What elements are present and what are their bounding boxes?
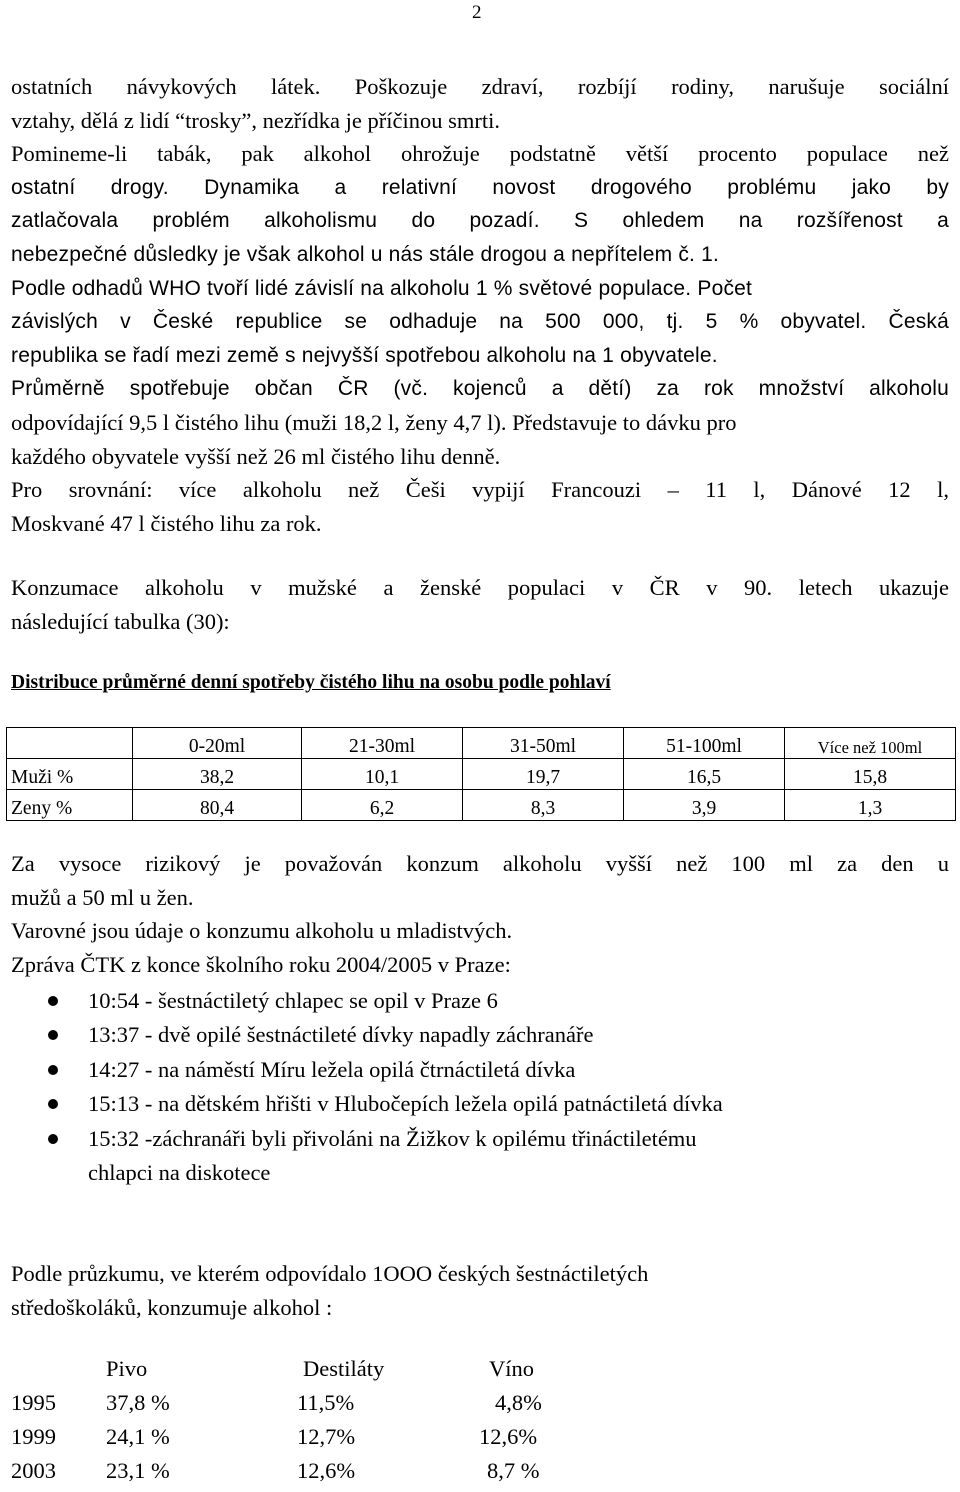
survey-cell: 8,7 %	[487, 1458, 540, 1483]
table-cell: 16,5	[624, 759, 785, 790]
bullet-icon	[48, 1030, 58, 1040]
survey-cell: 4,8%	[495, 1390, 542, 1415]
table-cell	[7, 728, 133, 759]
table-row	[7, 759, 956, 790]
bullet-icon	[48, 996, 58, 1006]
text-line: Varovné jsou údaje o konzumu alkoholu u mladistvých.	[11, 918, 513, 944]
text-line: Pro srovnání: více alkoholu než Češi vypijí Francouzi – 11 l, Dánové 12 l,	[11, 477, 949, 503]
survey-year: 1999	[11, 1424, 56, 1449]
table-cell: 38,2	[133, 759, 302, 790]
table-cell: 51-100ml	[624, 728, 785, 759]
survey-cell: 37,8 %	[106, 1390, 170, 1415]
page-number: 2	[472, 2, 482, 23]
list-item	[48, 1087, 928, 1121]
text-line: Zpráva ČTK z konce školního roku 2004/2005 v Praze:	[11, 951, 511, 977]
bullet-icon	[48, 1065, 58, 1075]
survey-cell: 12,6%	[297, 1458, 356, 1483]
list-item	[48, 984, 928, 1018]
row-label: Muži %	[7, 759, 133, 790]
survey-header: Destiláty	[303, 1356, 385, 1381]
text-line: vztahy, dělá z lidí “trosky”, nezřídka je příčinou smrti.	[11, 107, 501, 133]
table-cell: 1,3	[785, 790, 956, 821]
list-item	[48, 1122, 928, 1191]
table-cell: Více než 100ml	[785, 728, 956, 759]
table-cell: 10,1	[302, 759, 463, 790]
table-row	[7, 790, 956, 821]
text-line: Průměrně spotřebuje občan ČR (vč. kojenců a dětí) za rok množství alkoholu	[11, 377, 949, 401]
survey-cell: 11,5%	[297, 1390, 355, 1415]
table-cell: 8,3	[463, 790, 624, 821]
text-line: Podle odhadů WHO tvoří lidé závislí na alkoholu 1 % světové populace. Počet	[11, 276, 753, 300]
list-item-text: 15:32 -záchranáři byli přivoláni na Žižkov k opilému třináctiletému	[88, 1125, 697, 1151]
list-item-text: 10:54 - šestnáctiletý chlapec se opil v Praze 6	[88, 988, 498, 1013]
table-cell: 80,4	[133, 790, 302, 821]
text-line: Konzumace alkoholu v mužské a ženské populaci v ČR v 90. letech ukazuje	[11, 575, 949, 600]
list-item-text: 13:37 - dvě opilé šestnáctileté dívky napadly záchranáře	[88, 1022, 594, 1048]
list-item-text: 15:13 - na dětském hřišti v Hlubočepích ležela opilá patnáctiletá dívka	[88, 1091, 723, 1117]
table-intro-paragraph	[11, 571, 949, 638]
text-line: odpovídající 9,5 l čistého lihu (muži 18,2 l, ženy 4,7 l). Představuje to dávku pro	[11, 409, 737, 435]
text-line: ostatní drogy. Dynamika a relativní novost drogového problému jako by	[11, 175, 949, 199]
event-list	[48, 984, 928, 1190]
survey-cell: 23,1 %	[106, 1458, 170, 1483]
bullet-icon	[48, 1134, 58, 1144]
table-cell: 3,9	[624, 790, 785, 821]
text-line: následující tabulka (30):	[11, 608, 230, 634]
list-item-text: chlapci na diskotece	[88, 1160, 271, 1186]
list-item	[48, 1018, 928, 1052]
text-line: závislých v České republice se odhaduje na 500 000, tj. 5 % obyvatel. Česká	[11, 310, 949, 334]
consumption-table	[6, 727, 956, 821]
text-line: Moskvané 47 l čistého lihu za rok.	[11, 510, 322, 536]
text-line: Pomineme-li tabák, pak alkohol ohrožuje podstatně větší procento populace než	[11, 141, 949, 167]
table-cell: 21-30ml	[302, 728, 463, 759]
table-cell: 0-20ml	[133, 728, 302, 759]
row-label: Zeny %	[7, 790, 133, 821]
text-line: nebezpečné důsledky je však alkohol u nás stále drogou a nepřítelem č. 1.	[11, 242, 720, 266]
table-cell: 6,2	[302, 790, 463, 821]
table-cell: 15,8	[785, 759, 956, 790]
risk-paragraph	[11, 847, 949, 981]
intro-paragraph	[11, 70, 949, 540]
survey-cell: 12,6%	[479, 1424, 538, 1449]
text-line: každého obyvatele vyšší než 26 ml čistého lihu denně.	[11, 443, 501, 469]
text-line: republika se řadí mezi země s nejvyšší spotřebou alkoholu na 1 obyvatele.	[11, 343, 718, 367]
table-cell: 31-50ml	[463, 728, 624, 759]
table-cell: 19,7	[463, 759, 624, 790]
text-line: ostatních návykových látek. Poškozuje zdraví, rozbíjí rodiny, narušuje sociální	[11, 74, 949, 99]
survey-cell: 24,1 %	[106, 1424, 170, 1449]
text-line: mužů a 50 ml u žen.	[11, 884, 194, 910]
survey-cell: 12,7%	[297, 1424, 356, 1449]
survey-year: 2003	[11, 1458, 56, 1483]
text-line: zatlačovala problém alkoholismu do pozadí. S ohledem na rozšířenost a	[11, 209, 949, 233]
survey-year: 1995	[11, 1390, 56, 1415]
table-title: Distribuce průměrné denní spotřeby čistého lihu na osobu podle pohlaví	[11, 672, 611, 693]
list-item	[48, 1053, 928, 1087]
text-line: středoškoláků, konzumuje alkohol :	[11, 1294, 333, 1320]
bullet-icon	[48, 1099, 58, 1109]
text-line: Podle průzkumu, ve kterém odpovídalo 1OOO českých šestnáctiletých	[11, 1261, 649, 1286]
text-line: Za vysoce rizikový je považován konzum alkoholu vyšší než 100 ml za den u	[11, 851, 949, 876]
survey-header: Pivo	[106, 1356, 148, 1381]
table-header-row	[7, 728, 956, 759]
survey-header: Víno	[489, 1356, 534, 1381]
survey-intro-paragraph	[11, 1257, 949, 1324]
list-item-text: 14:27 - na náměstí Míru ležela opilá čtrnáctiletá dívka	[88, 1056, 576, 1082]
